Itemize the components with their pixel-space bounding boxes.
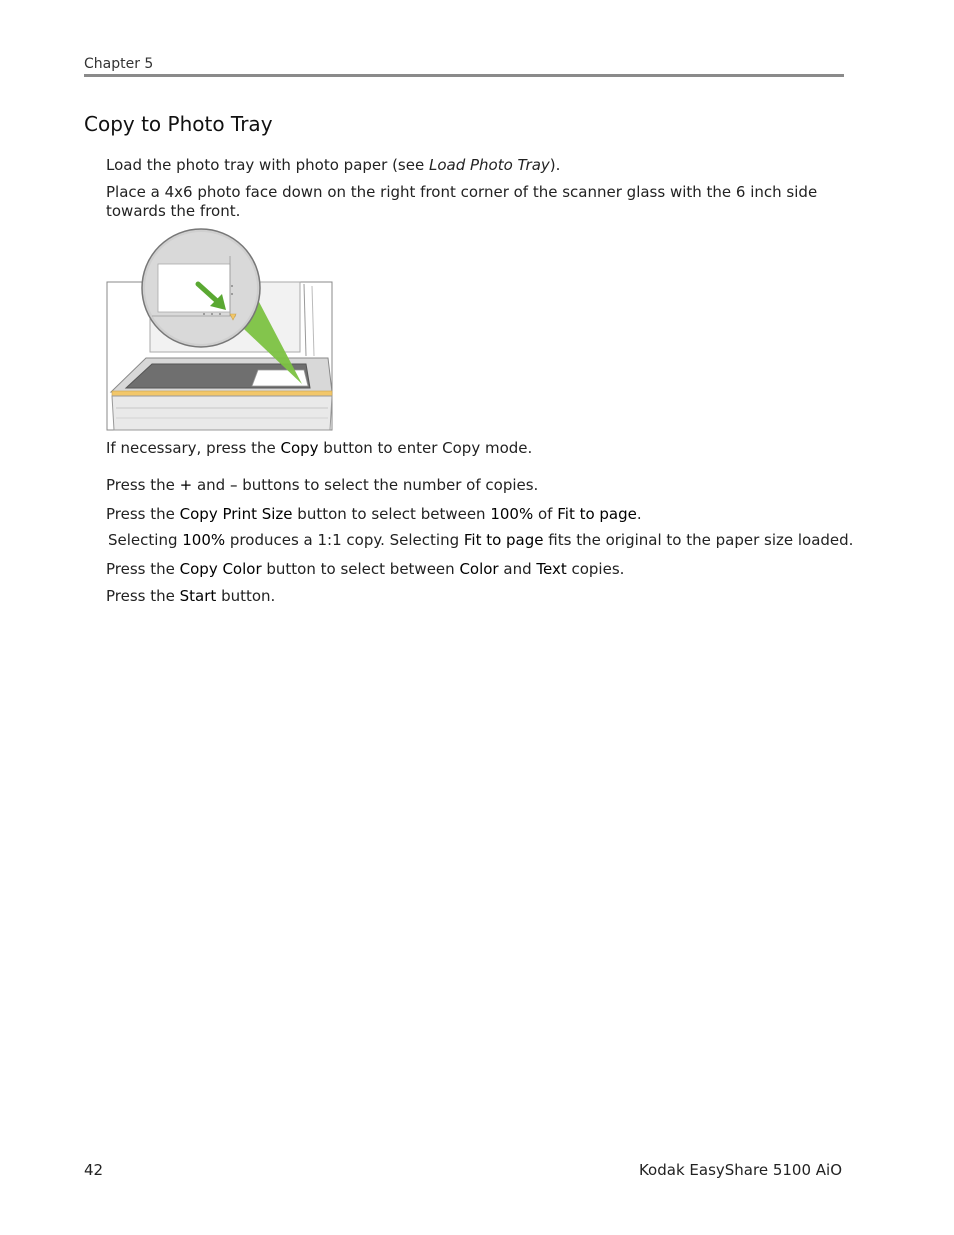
step-select-print-size <box>106 505 642 524</box>
copy-print-size-button-label: Copy Print Size <box>179 505 293 523</box>
step-text: buttons to select the number of copies. <box>237 476 539 494</box>
chapter-label: Chapter 5 <box>84 56 154 72</box>
step-select-copies <box>106 476 538 495</box>
start-button-label: Start <box>179 587 217 605</box>
step-text: produces a 1:1 copy. Selecting <box>225 531 464 549</box>
step-select-color <box>106 560 624 579</box>
step-text: Press the <box>106 560 180 578</box>
page-number: 42 <box>84 1161 104 1179</box>
step-text: ). <box>549 156 561 174</box>
step-enter-copy-mode <box>106 439 532 458</box>
option-fit-to-page: Fit to page <box>557 505 637 523</box>
step-place-photo: Place a 4x6 photo face down on the right front corner of the scanner glass with the 6 inch side towards the front. <box>106 183 818 220</box>
step-text: button to select between <box>261 560 460 578</box>
header-rule <box>84 74 844 77</box>
minus-button-label: – <box>229 476 238 494</box>
step-text: copies. <box>566 560 625 578</box>
print-size-explanation <box>108 531 853 550</box>
step-text: button. <box>216 587 276 605</box>
step-text: button to enter Copy mode. <box>318 439 533 457</box>
step-text: and <box>192 476 230 494</box>
section-title: Copy to Photo Tray <box>84 112 273 136</box>
copy-color-button-label: Copy Color <box>179 560 262 578</box>
step-text: Load the photo tray with photo paper (see <box>106 156 429 174</box>
step-press-start <box>106 587 275 606</box>
step-load-tray <box>106 156 560 175</box>
step-text: button to select between <box>292 505 491 523</box>
step-text: Press the <box>106 587 180 605</box>
option-fit-to-page: Fit to page <box>463 531 544 549</box>
step-text: and <box>498 560 537 578</box>
option-100-percent: 100% <box>182 531 226 549</box>
step-text: If necessary, press the <box>106 439 281 457</box>
option-text: Text <box>536 560 567 578</box>
step-text: . <box>636 505 642 523</box>
step-text: fits the original to the paper size loaded. <box>543 531 854 549</box>
step-text: Press the <box>106 476 180 494</box>
step-text: of <box>533 505 558 523</box>
step-text: Press the <box>106 505 180 523</box>
plus-button-label: + <box>179 476 193 494</box>
step-text: Selecting <box>108 531 183 549</box>
cross-reference-link[interactable]: Load Photo Tray <box>428 156 550 174</box>
option-100-percent: 100% <box>490 505 534 523</box>
option-color: Color <box>459 560 499 578</box>
scanner-photo-placement-illustration <box>106 226 334 432</box>
copy-button-label: Copy <box>280 439 319 457</box>
product-name: Kodak EasyShare 5100 AiO <box>638 1161 842 1179</box>
